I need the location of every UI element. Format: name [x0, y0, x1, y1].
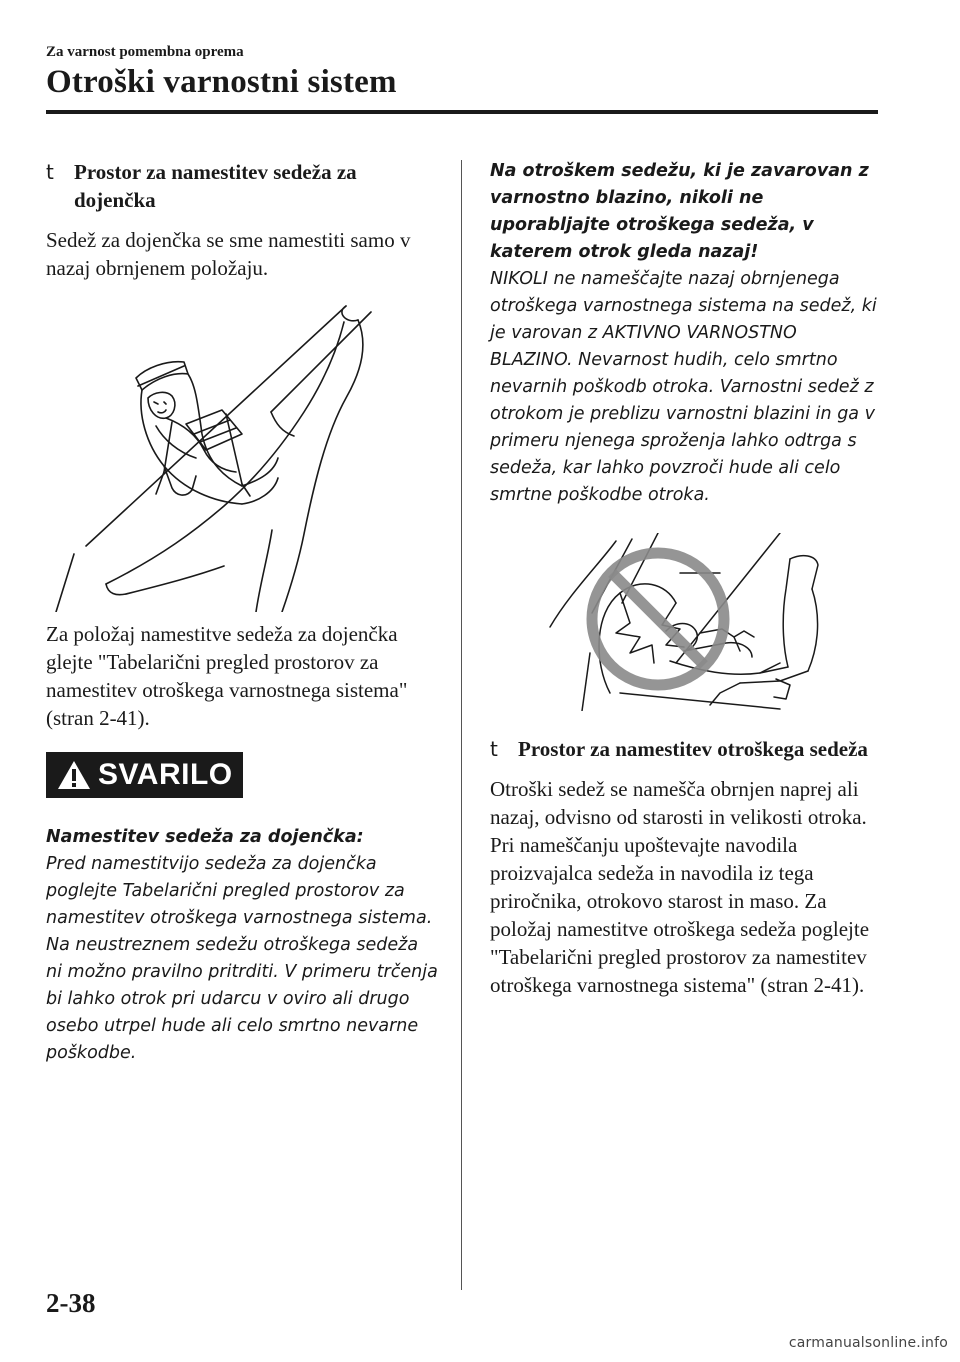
heading-bullet: t	[46, 160, 54, 184]
right-column	[490, 158, 882, 999]
child-seat-body-text: Otroški sedež se namešča obrnjen naprej ali nazaj, odvisno od starosti in velikosti otroka. Pri nameščanju upoštevajte navodila proizvajalca sedeža in navodila iz tega priročnika, otrokovo starost in maso. Za položaj namestitve otroškega sedeža poglejte "Tabelarični pregled prostorov za namestitev otroškega varnostnega sistema" (stran 2-41).	[490, 777, 870, 997]
intro-text: Sedež za dojenčka se sme namestiti samo v nazaj obrnjenem položaju.	[46, 228, 411, 280]
airbag-warning-title: Na otroškem sedežu, ki je zavarovan z varnostno blazino, nikoli ne uporabljajte otroškega sedeža, v katerem otrok gleda nazaj!	[490, 161, 869, 262]
page-number: 2-38	[46, 1288, 96, 1318]
heading-text: Prostor za namestitev otroškega sedeža	[518, 737, 868, 761]
title-rule	[46, 110, 878, 114]
infant-seat-illustration	[46, 294, 438, 612]
column-divider	[461, 160, 462, 1290]
placement-reference-text: Za položaj namestitve sedeža za dojenčka glejte "Tabelarični pregled prostorov za namestitev otroškega varnostnega sistema" (stran 2-41).	[46, 622, 408, 730]
warning-label: SVARILO	[98, 758, 233, 791]
section-heading-child-seat	[490, 735, 882, 763]
airbag-prohibition-illustration	[490, 533, 882, 711]
watermark: carmanualsonline.info	[788, 1335, 948, 1351]
warning-text: Pred namestitvijo sedeža za dojenčka poglejte Tabelarični pregled prostorov za namestitev otroškega varnostnega sistema. Na neustreznem sedežu otroškega sedeža ni možno pravilno pritrditi. V primeru trčenja bi lahko otrok pri udarcu v oviro ali drugo osebo utrpel hude ali celo smrtno nevarne poškodbe.	[46, 854, 438, 1063]
airbag-warning-text: NIKOLI ne nameščajte nazaj obrnjenega otroškega varnostnega sistema na sedež, ki je varovan z AKTIVNO VARNOSTNO BLAZINO. Nevarnost hudih, celo smrtno nevarnih poškodb otroka. Varnostni sedež z otrokom je preblizu varnostni blazini in ga v primeru njenega sproženja lahko odtrga s sedeža, kar lahko povzroči hude ali celo smrtne poškodbe otroka.	[490, 269, 877, 505]
warning-triangle-icon	[56, 759, 92, 791]
page-title: Otroški varnostni sistem	[46, 64, 397, 100]
warning-title: Namestitev sedeža za dojenčka:	[46, 827, 364, 847]
warning-banner	[46, 752, 243, 798]
warning-content	[46, 824, 438, 1067]
prohibition-sign	[592, 553, 724, 685]
section-label: Za varnost pomembna oprema	[46, 44, 244, 60]
airbag-warning	[490, 158, 882, 509]
left-column	[46, 158, 438, 1067]
heading-text: Prostor za namestitev sedeža za dojenčka	[74, 160, 357, 212]
section-heading-infant-seat	[46, 158, 438, 214]
heading-bullet: t	[490, 737, 498, 761]
